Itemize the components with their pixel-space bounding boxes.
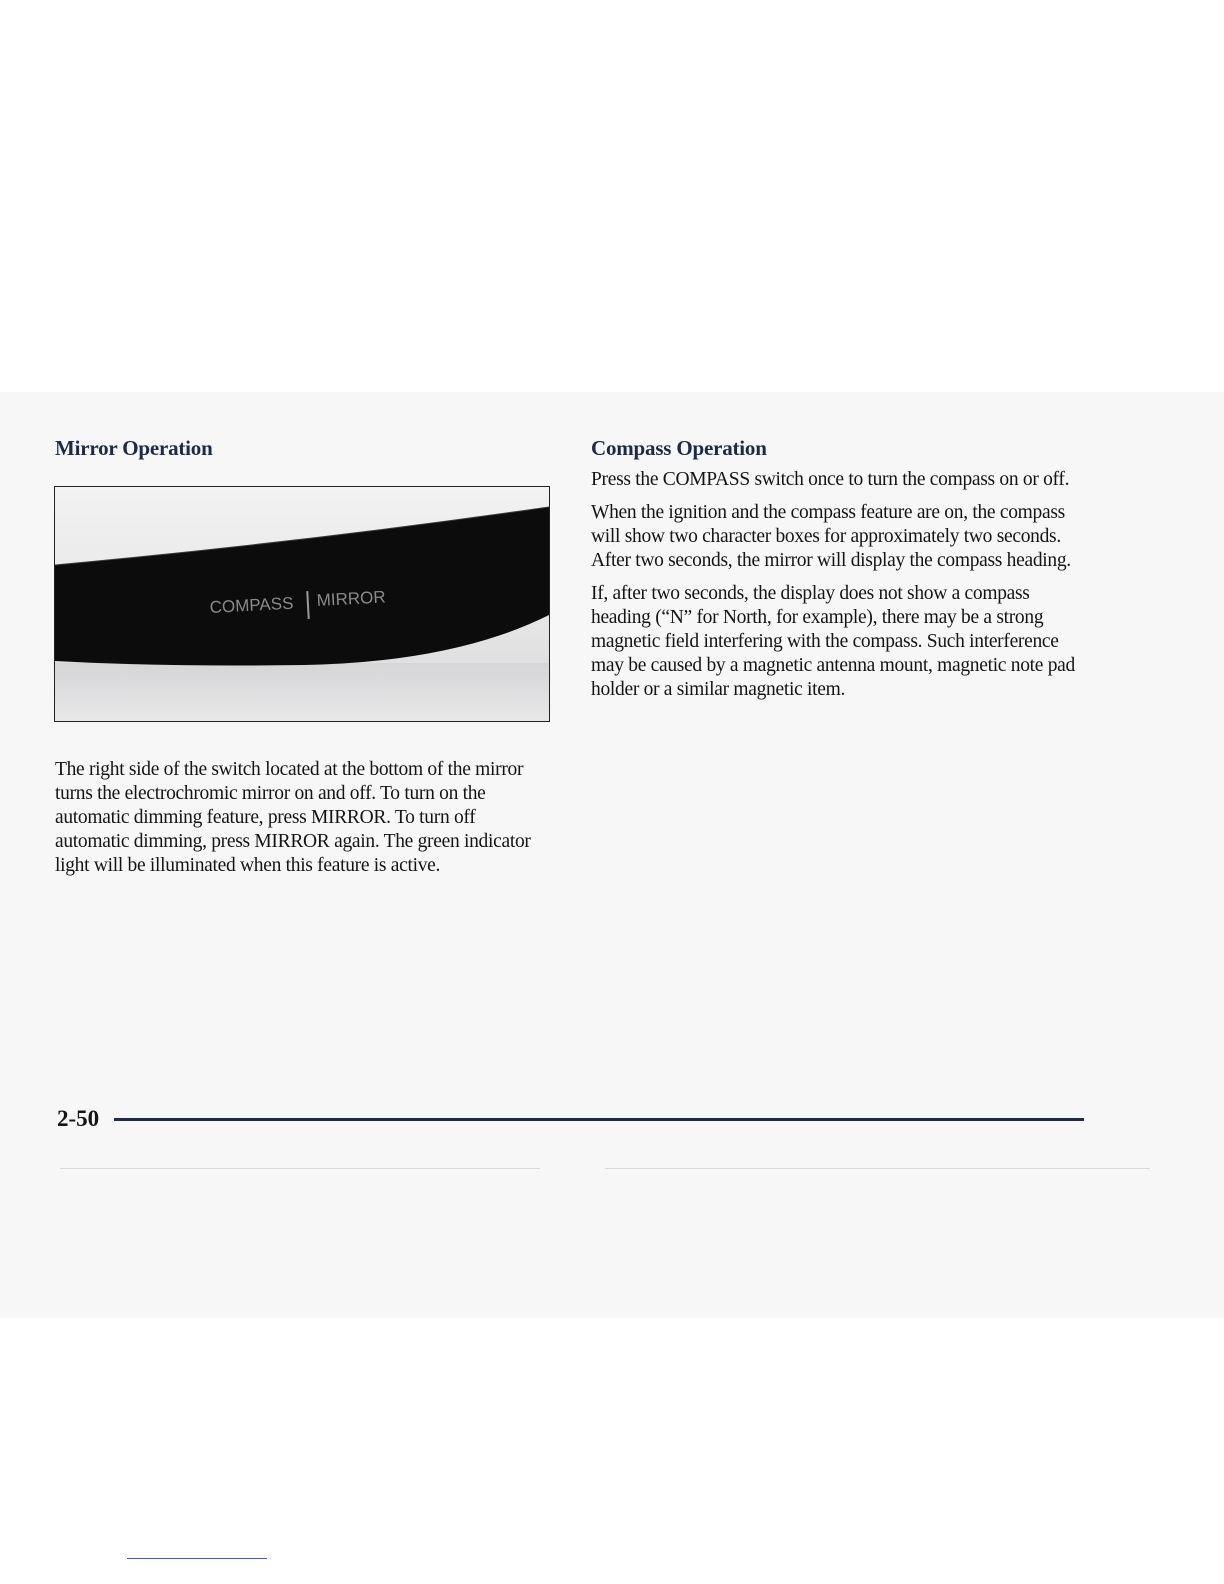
footer-rule xyxy=(114,1118,1084,1121)
compass-operation-text xyxy=(591,468,1091,711)
mirror-switch-label: MIRROR xyxy=(316,587,387,610)
compass-paragraph-2: When the ignition and the compass feature are on, the compass will show two character boxes for approximately two seconds. After two seconds, the mirror will display the compass heading. xyxy=(591,502,1071,571)
faint-divider-right xyxy=(605,1168,1150,1169)
compass-paragraph-3: If, after two seconds, the display does not show a compass heading (“N” for North, for example), there may be a strong magnetic field interfering with the compass. Such interference may be caused by a magnetic antenna mount, magnetic note pad holder or a similar magnetic item. xyxy=(591,583,1075,700)
compass-switch-label: COMPASS xyxy=(209,593,294,617)
mirror-switch-figure xyxy=(54,486,550,722)
mirror-operation-heading: Mirror Operation xyxy=(55,436,213,460)
compass-operation-heading: Compass Operation xyxy=(591,436,767,460)
mirror-operation-paragraph: The right side of the switch located at the bottom of the mirror turns the electrochromic mirror on and off. To turn on the automatic dimming feature, press MIRROR. To turn off automatic dimming, press MIRROR again. The green indicator light will be illuminated when this feature is active. xyxy=(55,759,531,876)
mirror-switch-illustration xyxy=(55,487,549,721)
mirror-operation-text xyxy=(55,758,550,887)
faint-divider-left xyxy=(60,1168,540,1169)
page-number: 2-50 xyxy=(57,1106,100,1131)
bottom-link-underline xyxy=(127,1558,267,1559)
compass-paragraph-1: Press the COMPASS switch once to turn the compass on or off. xyxy=(591,469,1070,490)
